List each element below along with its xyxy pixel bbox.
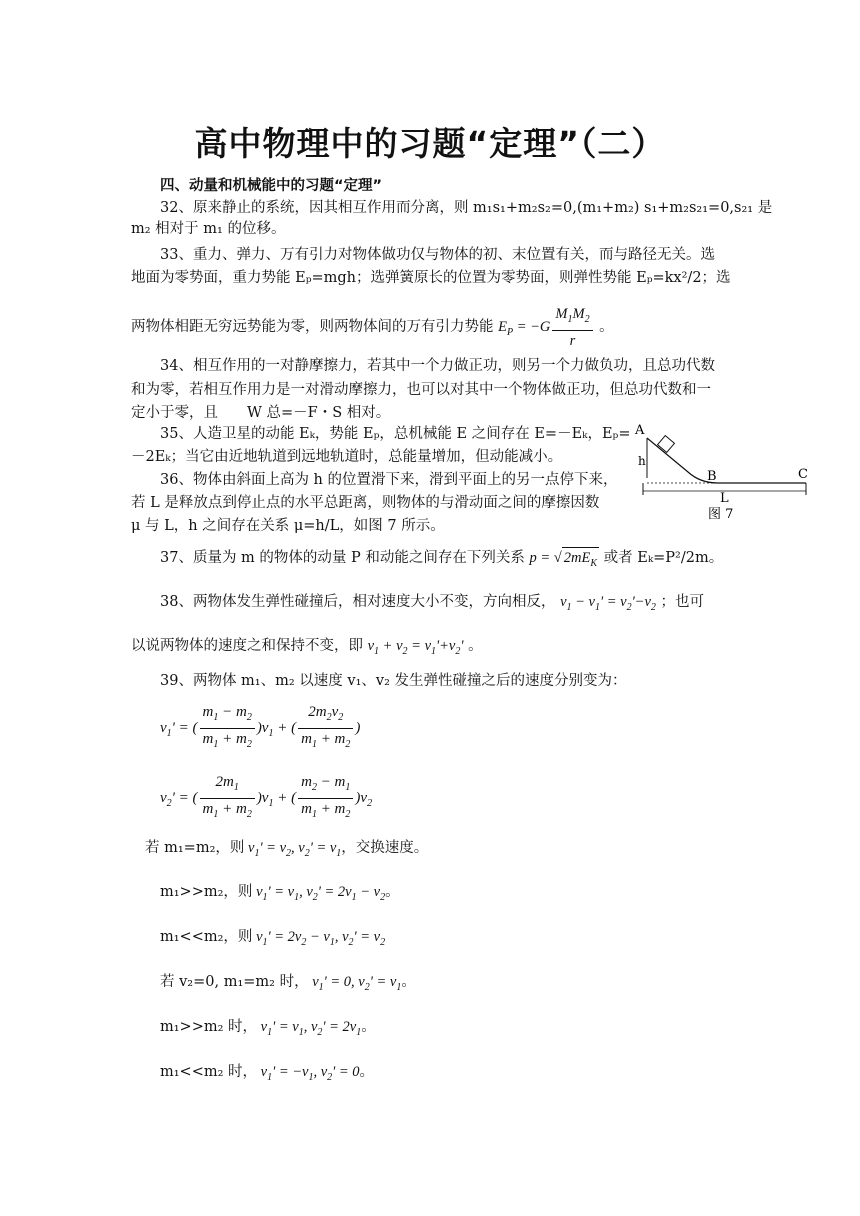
p36-line2: 若 L 是释放点到停止点的水平总距离，则物体的与滑动面之间的摩擦因数 [131, 495, 600, 511]
p32-line2: m₂ 相对于 m₁ 的位移。 [131, 221, 286, 237]
p35-line1: 35、人造卫星的动能 Eₖ，势能 Eₚ，总机械能 E 之间存在 E=－Eₖ，Eₚ= [160, 426, 631, 442]
v1-prime-formula: $v_1'$ = ( $\frac{m_1 - m_2}{m_1 + m_2}$ )$v_1$ + ( $\frac{2m_2v_2}{m_1 + m_2}$ ) [160, 704, 361, 750]
figure-caption: 图 7 [708, 507, 734, 522]
relative-velocity-formula: $v_1 - v_1' = v_2'-v_2$ [560, 594, 656, 613]
case-v2-zero-m1-greater [160, 1017, 376, 1043]
p34-line2: 和为零，若相互作用力是一对滑动摩擦力，也可以对其中一个物体做正功，但总功代数和一 [131, 382, 711, 398]
case-equal-mass [145, 838, 428, 864]
case5-text: m₁>>m₂ 时， [160, 1019, 258, 1035]
p37-end: 或者 Eₖ=P²/2m。 [603, 550, 724, 566]
p34-line3: 定小于零，且 W 总=－F・S 相对。 [131, 405, 391, 421]
section-heading: 四、动量和机械能中的习题“定理” [160, 178, 383, 194]
p37-text: 37、质量为 m 的物体的动量 P 和动能之间存在下列关系 [160, 550, 525, 566]
case5-end: 。 [361, 1019, 376, 1035]
case6-end: 。 [359, 1064, 375, 1080]
p33-line3 [131, 304, 614, 351]
p38-end: ；也可 [660, 594, 704, 610]
case5-formula: $v_1' = v_1$, $v_2' = 2v_1$ [257, 1019, 362, 1038]
label-l: L [720, 491, 729, 506]
p38-line1 [160, 592, 704, 618]
p33-line1: 33、重力、弹力、万有引力对物体做功仅与物体的初、末位置有关，而与路径无关。选 [160, 247, 715, 263]
p38-text2: 以说两物体的速度之和保持不变，即 [131, 638, 363, 654]
case4-text: 若 v₂=0, m₁=m₂ 时， [160, 974, 309, 990]
label-c: C [798, 467, 808, 482]
p35-line2: －2Eₖ；当它由近地轨道到远地轨道时，总能量增加，但动能减小。 [131, 449, 563, 465]
p33-end: 。 [599, 318, 614, 335]
figure-7-slope-diagram [628, 420, 818, 530]
label-b: B [707, 469, 717, 484]
p39-line: 39、两物体 m₁、m₂ 以速度 v₁、v₂ 发生弹性碰撞之后的速度分别变为： [160, 673, 627, 689]
p36-line3: μ 与 L，h 之间存在关系 μ=h/L，如图 7 所示。 [131, 518, 445, 534]
label-h: h [638, 454, 646, 468]
p34-line1: 34、相互作用的一对静摩擦力，若其中一个力做正功，则另一个力做负功，且总功代数 [160, 358, 715, 374]
p36-line1: 36、物体由斜面上高为 h 的位置滑下来，滑到平面上的另一点停下来， [160, 472, 618, 488]
block-on-slope [658, 436, 675, 453]
case2-formula: $v_1' = v_1$, $v_2' = 2v_1 - v_2$ [252, 884, 386, 903]
case-v2-zero-equal-mass [160, 972, 416, 998]
v2-prime-formula: $v_2'$ = ( $\frac{2m_1}{m_1 + m_2}$ )$v_1$ + ( $\frac{m_2 - m_1}{m_1 + m_2}$ )$v_2$ [160, 774, 373, 820]
velocity-sum-formula: $v_1 + v_2 = v_1'+v_2'$ [367, 638, 464, 657]
case3-text: m₁<<m₂，则 [160, 929, 253, 945]
p38-text: 38、两物体发生弹性碰撞后，相对速度大小不变，方向相反， [160, 594, 556, 610]
case2-end: 。 [385, 884, 400, 900]
label-a: A [635, 423, 645, 438]
p33-text: 两物体相距无穷远势能为零，则两物体间的万有引力势能 [131, 318, 494, 335]
case1-text: 若 m₁=m₂，则 [145, 840, 245, 856]
p32-line1: 32、原来静止的系统，因其相互作用而分离，则 m₁s₁+m₂s₂=0,(m₁+m₂) s₁+m₂s₂₁=0,s₂₁ 是 [160, 200, 773, 216]
p38-line2 [131, 636, 483, 662]
case-m1-much-greater [160, 882, 400, 908]
case6-formula: $v_1' = -v_1$, $v_2' = 0$ [257, 1064, 360, 1083]
p33-line2: 地面为零势面，重力势能 Eₚ=mgh；选弹簧原长的位置为零势面，则弹性势能 Eₚ=kx²/2；选 [131, 270, 731, 286]
gravity-potential-formula: $E_P = -G$ $\frac{M_1M_2}{r}$ [498, 319, 594, 335]
case-v2-zero-m1-less [160, 1062, 374, 1088]
case2-text: m₁>>m₂，则 [160, 884, 253, 900]
case1-end: ，交换速度。 [341, 840, 429, 856]
case3-formula: $v_1' = 2v_2 - v_1$, $v_2' = v_2$ [252, 929, 386, 948]
p37-line [160, 547, 723, 574]
case1-formula: $v_1' = v_2$, $v_2' = v_1$ [244, 840, 342, 859]
case6-text: m₁<<m₂ 时， [160, 1064, 258, 1080]
case-m1-much-less [160, 927, 385, 953]
page-title: 高中物理中的习题“定理”（二） [194, 124, 666, 163]
case4-formula: $v_1' = 0$, $v_2' = v_1$ [308, 974, 402, 993]
p38-end2: 。 [468, 638, 483, 654]
momentum-formula: p = √ $2mE_K$ [530, 550, 600, 566]
case4-end: 。 [401, 974, 416, 990]
